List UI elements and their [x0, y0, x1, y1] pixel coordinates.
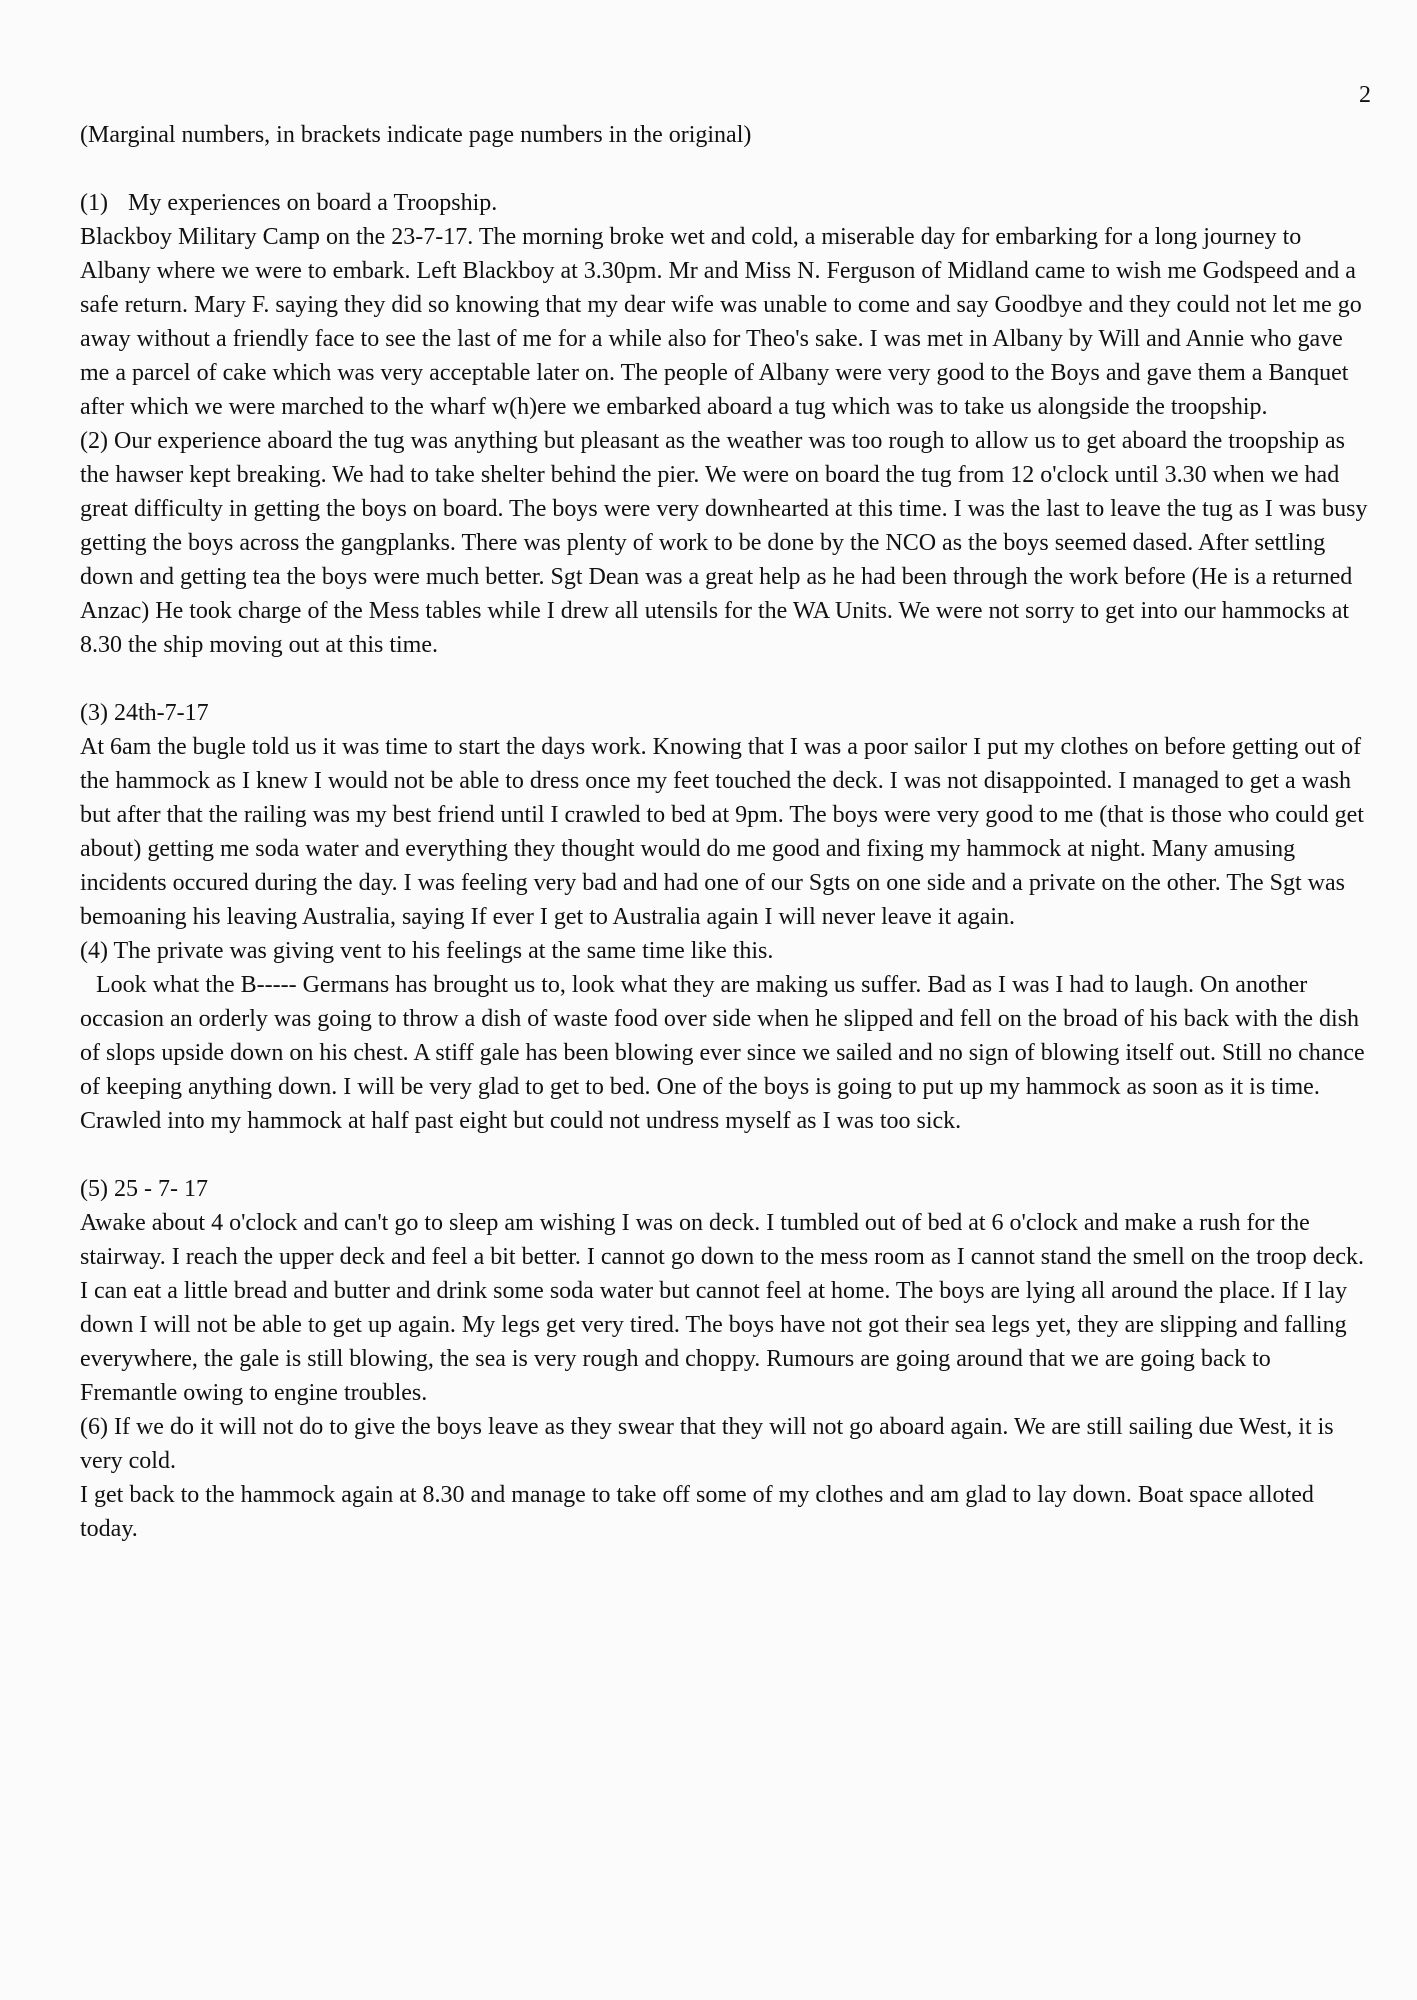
entry-1-title-line	[80, 186, 1370, 220]
entry-2-body: (2) Our experience aboard the tug was anything but pleasant as the weather was too rough to allow us to get aboard the troopship as the hawser kept breaking. We had to take shelter behind the pier. We were on board the tug from 12 o'clock until 3.30 when we had great difficulty in getting the boys on board. The boys were very downhearted at this time. I was the last to leave the tug as I was busy getting the boys across the gangplanks. There was plenty of work to be done by the NCO as the boys seemed dased. After settling down and getting tea the boys were much better. Sgt Dean was a great help as he had been through the work before (He is a returned Anzac) He took charge of the Mess tables while I drew all utensils for the WA Units. We were not sorry to get into our hammocks at 8.30 the ship moving out at this time.	[80, 428, 1368, 658]
entry-4-line: (4) The private was giving vent to his feelings at the same time like this.	[80, 938, 774, 964]
entry-1-title: My experiences on board a Troopship.	[127, 190, 498, 216]
document-body	[80, 118, 1370, 1546]
entry-5-heading: (5) 25 - 7- 17	[80, 1176, 208, 1202]
marginal-note: (Marginal numbers, in brackets indicate page numbers in the original)	[80, 122, 752, 148]
entry-4-body: Look what the B----- Germans has brought us to, look what they are making us suffer. Bad as I was I had to laugh. On another occasion an orderly was going to throw a dish of waste food over side when he slipped and fell on the broad of his back with the dish of slops upside down on his chest. A stiff gale has been blowing ever since we sailed and no sign of blowing itself out. Still no chance of keeping anything down. I will be very glad to get to bed. One of the boys is going to put up my hammock as soon as it is time. Crawled into my hammock at half past eight but could not undress myself as I was too sick.	[80, 972, 1365, 1134]
paragraph-gap	[80, 152, 1370, 186]
entry-3-heading: (3) 24th-7-17	[80, 700, 209, 726]
entry-5-body: Awake about 4 o'clock and can't go to sleep am wishing I was on deck. I tumbled out of bed at 6 o'clock and make a rush for the stairway. I reach the upper deck and feel a bit better. I cannot go down to the mess room as I cannot stand the smell on the troop deck. I can eat a little bread and butter and drink some soda water but cannot feel at home. The boys are lying all around the place. If I lay down I will not be able to get up again. My legs get very tired. The boys have not got their sea legs yet, they are slipping and falling everywhere, the gale is still blowing, the sea is very rough and choppy. Rumours are going around that we are going back to Fremantle owing to engine troubles.	[80, 1210, 1365, 1406]
paragraph-gap	[80, 662, 1370, 696]
entry-6-line: (6) If we do it will not do to give the boys leave as they swear that they will not go aboard again. We are still sailing due West, it is very cold.	[80, 1414, 1334, 1474]
entry-6-body: I get back to the hammock again at 8.30 and manage to take off some of my clothes and am glad to lay down. Boat space alloted today.	[80, 1482, 1314, 1542]
entry-4-body-line	[80, 968, 1370, 1138]
paragraph-gap	[80, 1138, 1370, 1172]
entry-1-body: Blackboy Military Camp on the 23-7-17. The morning broke wet and cold, a miserable day for embarking for a long journey to Albany where we were to embark. Left Blackboy at 3.30pm. Mr and Miss N. Ferguson of Midland came to wish me Godspeed and a safe return. Mary F. saying they did so knowing that my dear wife was unable to come and say Goodbye and they could not let me go away without a friendly face to see the last of me for a while also for Theo's sake. I was met in Albany by Will and Annie who gave me a parcel of cake which was very acceptable later on. The people of Albany were very good to the Boys and gave them a Banquet after which we were marched to the wharf w(h)ere we embarked aboard a tug which was to take us alongside the troopship.	[80, 224, 1362, 420]
page-number: 2	[1359, 82, 1371, 108]
entry-1-label: (1)	[80, 190, 108, 216]
entry-3-body: At 6am the bugle told us it was time to start the days work. Knowing that I was a poor sailor I put my clothes on before getting out of the hammock as I knew I would not be able to dress once my feet touched the deck. I was not disappointed. I managed to get a wash but after that the railing was my best friend until I crawled to bed at 9pm. The boys were very good to me (that is those who could get about) getting me soda water and everything they thought would do me good and fixing my hammock at night. Many amusing incidents occured during the day. I was feeling very bad and had one of our Sgts on one side and a private on the other. The Sgt was bemoaning his leaving Australia, saying If ever I get to Australia again I will never leave it again.	[80, 734, 1364, 930]
